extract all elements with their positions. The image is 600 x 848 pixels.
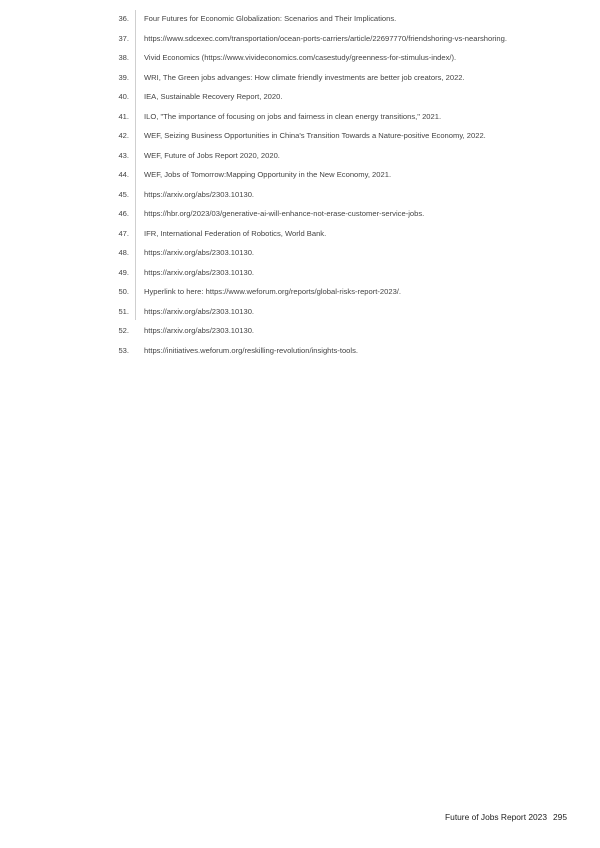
endnote-item [0,302,600,322]
endnote-text: WEF, Seizing Business Opportunities in China's Transition Towards a Nature-positive Economy, 2022. [144,131,486,140]
endnote-item [0,87,600,107]
endnote-item [0,282,600,302]
endnote-number: 45. [118,189,129,199]
endnote-number: 36. [118,14,129,23]
endnote-number: 48. [118,248,129,257]
endnote-text: WRI, The Green jobs advanges: How climate friendly investments are better job creators, 2022. [144,72,465,82]
endnote-item [0,204,600,224]
endnote-number: 44. [118,170,129,179]
endnote-item [0,9,600,29]
endnote-item [0,165,600,185]
endnote-number: 39. [118,72,129,82]
endnote-number: 47. [118,228,129,238]
endnote-item [0,146,600,166]
footer-report-title: Future of Jobs Report 2023 [445,812,548,822]
endnote-item [0,224,600,244]
endnote-number: 37. [118,33,129,43]
endnote-number: 49. [118,267,129,277]
endnote-link[interactable]: https://arxiv.org/abs/2303.10130. [144,248,255,257]
endnote-link[interactable]: Hyperlink to here: https://www.weforum.org/reports/global-risks-report-2023/. [144,287,402,296]
endnote-link[interactable]: https://hbr.org/2023/03/generative-ai-will-enhance-not-erase-customer-service-jobs. [144,209,425,218]
endnote-item [0,48,600,68]
endnote-item [0,341,600,361]
endnote-item [0,321,600,341]
endnote-item [0,126,600,146]
endnote-link[interactable]: https://arxiv.org/abs/2303.10130. [144,306,255,316]
endnote-item [0,263,600,283]
endnote-number: 53. [118,345,129,355]
endnote-text: WEF, Jobs of Tomorrow:Mapping Opportunity in the New Economy, 2021. [144,170,392,179]
endnote-item [0,68,600,88]
endnote-number: 43. [118,150,129,160]
endnote-link[interactable]: https://initiatives.weforum.org/reskilling-revolution/insights-tools. [144,345,358,355]
endnote-link[interactable]: https://arxiv.org/abs/2303.10130. [144,326,255,335]
endnote-number: 38. [118,53,129,62]
endnote-text: IFR, International Federation of Robotics, World Bank. [144,228,327,238]
endnote-text: IEA, Sustainable Recovery Report, 2020. [144,92,283,101]
endnote-text: WEF, Future of Jobs Report 2020, 2020. [144,150,280,160]
endnote-item [0,107,600,127]
endnote-number: 40. [118,92,129,101]
endnote-number: 42. [118,131,129,140]
endnote-item [0,29,600,49]
endnote-link[interactable]: https://arxiv.org/abs/2303.10130. [144,267,255,277]
endnotes-list [0,9,600,360]
endnote-link[interactable]: https://arxiv.org/abs/2303.10130. [144,189,255,199]
page-number: 295 [553,812,567,822]
endnote-text: ILO, "The importance of focusing on jobs and fairness in clean energy transitions," 2021. [144,111,442,121]
endnote-text: Vivid Economics (https://www.vivideconomics.com/casestudy/greenness-for-stimulus-index/). [144,53,457,62]
endnote-item [0,185,600,205]
endnote-number: 50. [118,287,129,296]
page-footer [445,812,567,822]
endnote-item [0,243,600,263]
endnote-number: 51. [118,306,129,316]
endnote-text: Four Futures for Economic Globalization: Scenarios and Their Implications. [144,14,397,23]
endnote-number: 41. [118,111,129,121]
endnote-link[interactable]: https://www.sdcexec.com/transportation/ocean-ports-carriers/article/22697770/friendshoring-vs-nearshoring. [144,33,507,43]
endnote-number: 46. [118,209,129,218]
endnote-number: 52. [118,326,129,335]
